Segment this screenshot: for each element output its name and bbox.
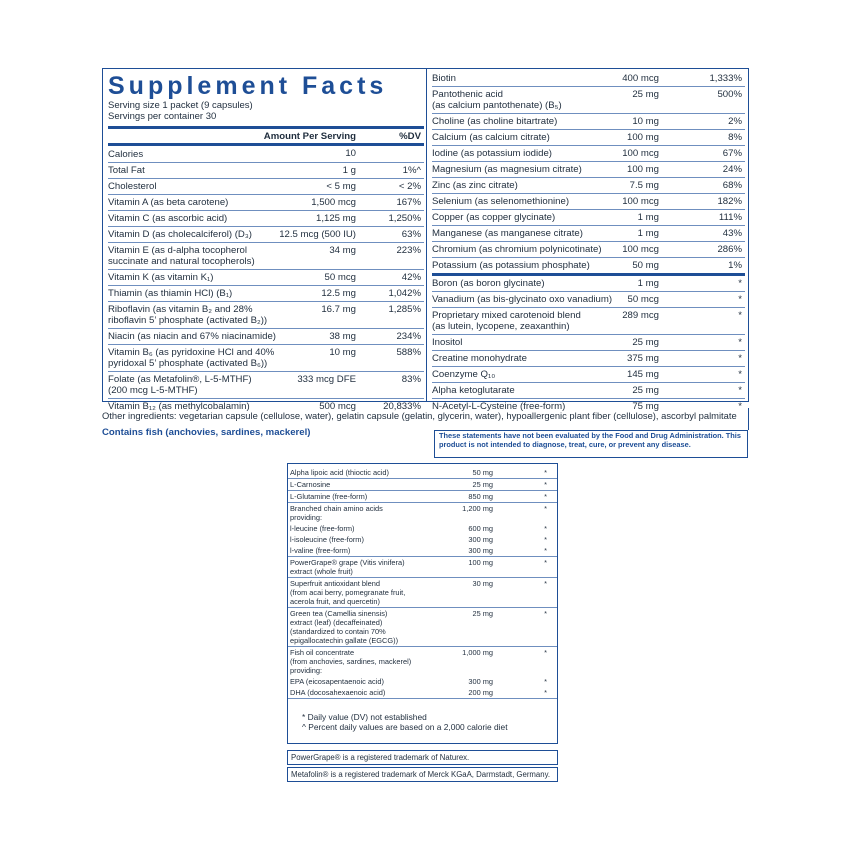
nutrient-name: L-Carnosine [290,480,331,489]
ingredient-row [288,534,557,545]
header-dv: %DV [399,131,421,142]
ingredient-row [288,676,557,687]
nutrient-amount: 10 [345,148,356,159]
footnotes [302,712,508,732]
nutrient-amount: 34 mg [329,245,356,256]
nutrient-amount: 289 mcg [622,310,659,321]
nutrient-row [432,242,745,258]
nutrient-name: Folate (as Metafolin®, L-5-MTHF) (200 mcg L-5-MTHF) [108,374,252,396]
nutrient-row [432,114,745,130]
nutrient-amount: 145 mg [627,369,659,380]
nutrient-amount: 25 mg [472,480,493,489]
additional-ingredients-list [288,464,557,699]
nutrient-dv: * [738,369,742,380]
nutrient-row [432,178,745,194]
nutrient-amount: 7.5 mg [629,180,659,191]
nutrient-row [432,276,745,292]
nutrient-row [108,163,424,179]
nutrient-name: Riboflavin (as vitamin B₂ and 28% riboflavin 5’ phosphate (activated B₂)) [108,304,268,326]
other-ingredients-edge [748,408,749,430]
nutrient-dv: < 2% [398,181,421,192]
nutrient-name: Selenium (as selenomethionine) [432,196,570,207]
nutrient-row [108,179,424,195]
nutrient-row [432,226,745,242]
calorie-footnote: ^ Percent daily values are based on a 2,000 calorie diet [302,722,508,732]
nutrient-amount: 100 mcg [622,148,659,159]
nutrient-dv: 1% [728,260,742,271]
nutrient-row [432,335,745,351]
nutrient-row [108,146,424,163]
nutrient-name: PowerGrape® grape (Vitis vinifera) extract (whole fruit) [290,558,405,576]
nutrient-row [108,372,424,399]
nutrient-amount: 850 mg [468,492,493,501]
nutrient-row [432,308,745,335]
nutrient-dv: * [738,353,742,364]
nutrient-amount: 10 mg [329,347,356,358]
servings-per-container: Servings per container 30 [108,111,217,122]
nutrient-amount: 1 mg [637,228,659,239]
nutrient-name: Calories [108,149,144,160]
nutrient-row [432,146,745,162]
nutrient-amount: 1 mg [637,212,659,223]
nutrient-dv: * [544,546,547,555]
nutrient-row [432,71,745,87]
nutrient-amount: 25 mg [632,337,659,348]
nutrient-name: Alpha ketoglutarate [432,385,515,396]
nutrient-row [108,227,424,243]
nutrient-amount: 1 mg [637,278,659,289]
nutrient-dv: * [544,492,547,501]
powergrape-trademark: PowerGrape® is a registered trademark of Naturex. [291,753,470,762]
nutrient-amount: 300 mg [468,546,493,555]
nutrient-name: Alpha lipoic acid (thioctic acid) [290,468,389,477]
nutrient-amount: 50 mcg [324,272,356,283]
nutrient-name: Chromium (as chromium polynicotinate) [432,244,602,255]
left-nutrient-list [108,146,424,414]
nutrient-amount: < 5 mg [326,181,356,192]
nutrient-dv: * [544,558,547,567]
nutrient-name: Vitamin C (as ascorbic acid) [108,213,228,224]
nutrient-name: Branched chain amino acids providing: [290,504,383,522]
nutrient-amount: 1,500 mcg [311,197,356,208]
nutrient-name: Cholesterol [108,181,157,192]
nutrient-amount: 600 mg [468,524,493,533]
nutrient-dv: * [544,480,547,489]
metafolin-trademark: Metafolin® is a registered trademark of Merck KGaA, Darmstadt, Germany. [291,770,551,779]
nutrient-name: Green tea (Camellia sinensis) extract (leaf) (decaffeinated) (standardized to contain 70% epigallocatechin gallate (EGCG)) [290,609,399,645]
nutrient-dv: 63% [401,229,421,240]
nutrient-dv: * [738,278,742,289]
metafolin-trademark-box [287,767,558,782]
nutrient-name: Vitamin D (as cholecalciferol) (D₃) [108,229,252,240]
nutrient-dv: 1,250% [388,213,421,224]
nutrient-dv: * [544,648,547,657]
nutrient-name: Inositol [432,337,463,348]
nutrient-name: Pantothenic acid (as calcium pantothenate) (B₅) [432,89,562,111]
nutrient-name: Fish oil concentrate (from anchovies, sardines, mackerel) providing: [290,648,412,675]
nutrient-dv: 500% [717,89,742,100]
ingredient-row [288,687,557,699]
allergen-statement: Contains fish (anchovies, sardines, mackerel) [102,427,311,438]
panel-divider [426,68,427,402]
nutrient-dv: 83% [401,374,421,385]
nutrient-amount: 400 mcg [622,73,659,84]
nutrient-amount: 16.7 mg [321,304,356,315]
nutrient-name: l-isoleucine (free-form) [290,535,364,544]
nutrient-amount: 25 mg [632,89,659,100]
ingredient-row [288,557,557,578]
nutrient-row [108,302,424,329]
ingredient-row [288,523,557,534]
nutrient-name: Vitamin E (as d-alpha tocopherol succinate and natural tocopherols) [108,245,255,267]
nutrient-name: Vanadium (as bis-glycinato oxo vanadium) [432,294,613,305]
nutrient-name: Proprietary mixed carotenoid blend (as lutein, lycopene, zeaxanthin) [432,310,581,332]
nutrient-dv: * [738,337,742,348]
nutrient-dv: 24% [722,164,742,175]
nutrient-name: Vitamin K (as vitamin K₁) [108,272,214,283]
nutrient-row [108,345,424,372]
nutrient-dv: 43% [722,228,742,239]
dv-footnote: * Daily value (DV) not established [302,712,427,722]
nutrient-row [432,87,745,114]
nutrient-name: Iodine (as potassium iodide) [432,148,552,159]
nutrient-amount: 75 mg [632,401,659,412]
nutrient-name: N-Acetyl-L-Cysteine (free-form) [432,401,566,412]
nutrient-dv: * [544,504,547,513]
nutrient-amount: 333 mcg DFE [297,374,356,385]
nutrient-dv: 167% [396,197,421,208]
nutrient-name: l-leucine (free-form) [290,524,355,533]
header-amount: Amount Per Serving [263,131,356,142]
nutrient-name: Thiamin (as thiamin HCl) (B₁) [108,288,233,299]
nutrient-name: Magnesium (as magnesium citrate) [432,164,582,175]
nutrient-row [108,243,424,270]
nutrient-amount: 30 mg [472,579,493,588]
ingredient-row [288,545,557,557]
nutrient-amount: 300 mg [468,677,493,686]
nutrient-row [108,195,424,211]
nutrient-dv: 1,285% [388,304,421,315]
nutrient-name: Zinc (as zinc citrate) [432,180,518,191]
nutrient-dv: 588% [396,347,421,358]
nutrient-amount: 375 mg [627,353,659,364]
nutrient-dv: 234% [396,331,421,342]
nutrient-dv: 182% [717,196,742,207]
additional-ingredients-panel [287,463,558,744]
nutrient-dv: 67% [722,148,742,159]
right-nutrient-list [432,71,745,414]
facts-title: Supplement Facts [108,72,388,100]
ingredient-row [288,503,557,523]
header-rule [108,122,424,129]
nutrient-name: Vitamin B₁₂ (as methylcobalamin) [108,401,250,412]
nutrient-amount: 100 mcg [622,196,659,207]
nutrient-amount: 100 mg [627,164,659,175]
nutrient-amount: 12.5 mg [321,288,356,299]
nutrient-amount: 25 mg [472,609,493,618]
nutrient-amount: 12.5 mcg (500 IU) [279,229,356,240]
nutrient-row [108,329,424,345]
nutrient-amount: 10 mg [632,116,659,127]
nutrient-amount: 100 mcg [622,244,659,255]
nutrient-row [432,367,745,383]
fda-statement-box [434,430,748,458]
nutrient-amount: 200 mg [468,688,493,697]
nutrient-row [432,210,745,226]
nutrient-amount: 50 mg [472,468,493,477]
nutrient-dv: 1%^ [402,165,421,176]
nutrient-row [432,292,745,308]
nutrient-amount: 25 mg [632,385,659,396]
nutrient-dv: * [544,535,547,544]
nutrient-name: Total Fat [108,165,145,176]
serving-size: Serving size 1 packet (9 capsules) [108,100,253,111]
nutrient-name: L-Glutamine (free-form) [290,492,368,501]
nutrient-row [432,383,745,399]
nutrient-row [432,162,745,178]
nutrient-row [432,194,745,210]
nutrient-name: DHA (docosahexaenoic acid) [290,688,386,697]
nutrient-name: Manganese (as manganese citrate) [432,228,583,239]
nutrient-name: Choline (as choline bitartrate) [432,116,558,127]
nutrient-row [108,270,424,286]
nutrient-dv: * [544,468,547,477]
facts-header-row [108,129,424,146]
nutrient-dv: 68% [722,180,742,191]
nutrient-dv: * [544,688,547,697]
nutrient-dv: * [738,401,742,412]
nutrient-amount: 1,200 mg [462,504,493,513]
nutrient-row [108,211,424,227]
nutrient-dv: * [544,609,547,618]
nutrient-dv: 8% [728,132,742,143]
nutrient-dv: 42% [401,272,421,283]
nutrient-dv: * [544,579,547,588]
ingredient-row [288,578,557,608]
nutrient-dv: * [738,385,742,396]
nutrient-row [432,258,745,276]
nutrient-name: Superfruit antioxidant blend (from acai berry, pomegranate fruit, acerola fruit, and quercetin) [290,579,406,606]
nutrient-dv: * [738,310,742,321]
ingredient-row [288,479,557,491]
nutrient-dv: * [544,677,547,686]
nutrient-name: Coenzyme Q₁₀ [432,369,496,380]
nutrient-amount: 1 g [342,165,356,176]
nutrient-row [432,351,745,367]
nutrient-dv: 1,042% [388,288,421,299]
nutrient-name: Biotin [432,73,456,84]
nutrient-dv: 223% [396,245,421,256]
facts-left-column [108,72,424,414]
ingredient-row [288,647,557,676]
nutrient-dv: 1,333% [709,73,742,84]
nutrient-amount: 50 mg [632,260,659,271]
nutrient-row [108,286,424,302]
fda-statement-text: These statements have not been evaluated by the Food and Drug Administration. This product is not intended to diagnose, treat, cure, or prevent any disease. [439,431,741,449]
nutrient-dv: 286% [717,244,742,255]
nutrient-name: Vitamin A (as beta carotene) [108,197,229,208]
nutrient-dv: 111% [718,212,742,223]
ingredient-row [288,608,557,647]
nutrient-name: Calcium (as calcium citrate) [432,132,550,143]
nutrient-name: Creatine monohydrate [432,353,527,364]
nutrient-amount: 500 mcg [319,401,356,412]
other-ingredients: Other ingredients: vegetarian capsule (cellulose, water), gelatin capsule (gelatin, glycerin, water), hypoallergenic plant fiber (cellulose), ascorbyl palmitate [102,410,737,421]
ingredient-row [288,491,557,503]
nutrient-name: Vitamin B₆ (as pyridoxine HCl and 40% pyridoxal 5’ phosphate (activated B₆)) [108,347,275,369]
nutrient-name: Copper (as copper glycinate) [432,212,556,223]
nutrient-dv: 20,833% [383,401,421,412]
nutrient-dv: * [738,294,742,305]
nutrient-amount: 1,000 mg [462,648,493,657]
nutrient-name: EPA (eicosapentaenoic acid) [290,677,384,686]
nutrient-amount: 50 mcg [627,294,659,305]
nutrient-amount: 1,125 mg [315,213,356,224]
nutrient-amount: 100 mg [627,132,659,143]
nutrient-amount: 300 mg [468,535,493,544]
nutrient-name: Boron (as boron glycinate) [432,278,545,289]
nutrient-name: l-valine (free-form) [290,546,351,555]
nutrient-dv: * [544,524,547,533]
nutrient-amount: 100 mg [468,558,493,567]
nutrient-dv: 2% [728,116,742,127]
facts-right-column [432,71,745,414]
nutrient-name: Potassium (as potassium phosphate) [432,260,590,271]
nutrient-amount: 38 mg [329,331,356,342]
nutrient-name: Niacin (as niacin and 67% niacinamide) [108,331,276,342]
ingredient-row [288,467,557,479]
nutrient-row [432,130,745,146]
powergrape-trademark-box [287,750,558,765]
